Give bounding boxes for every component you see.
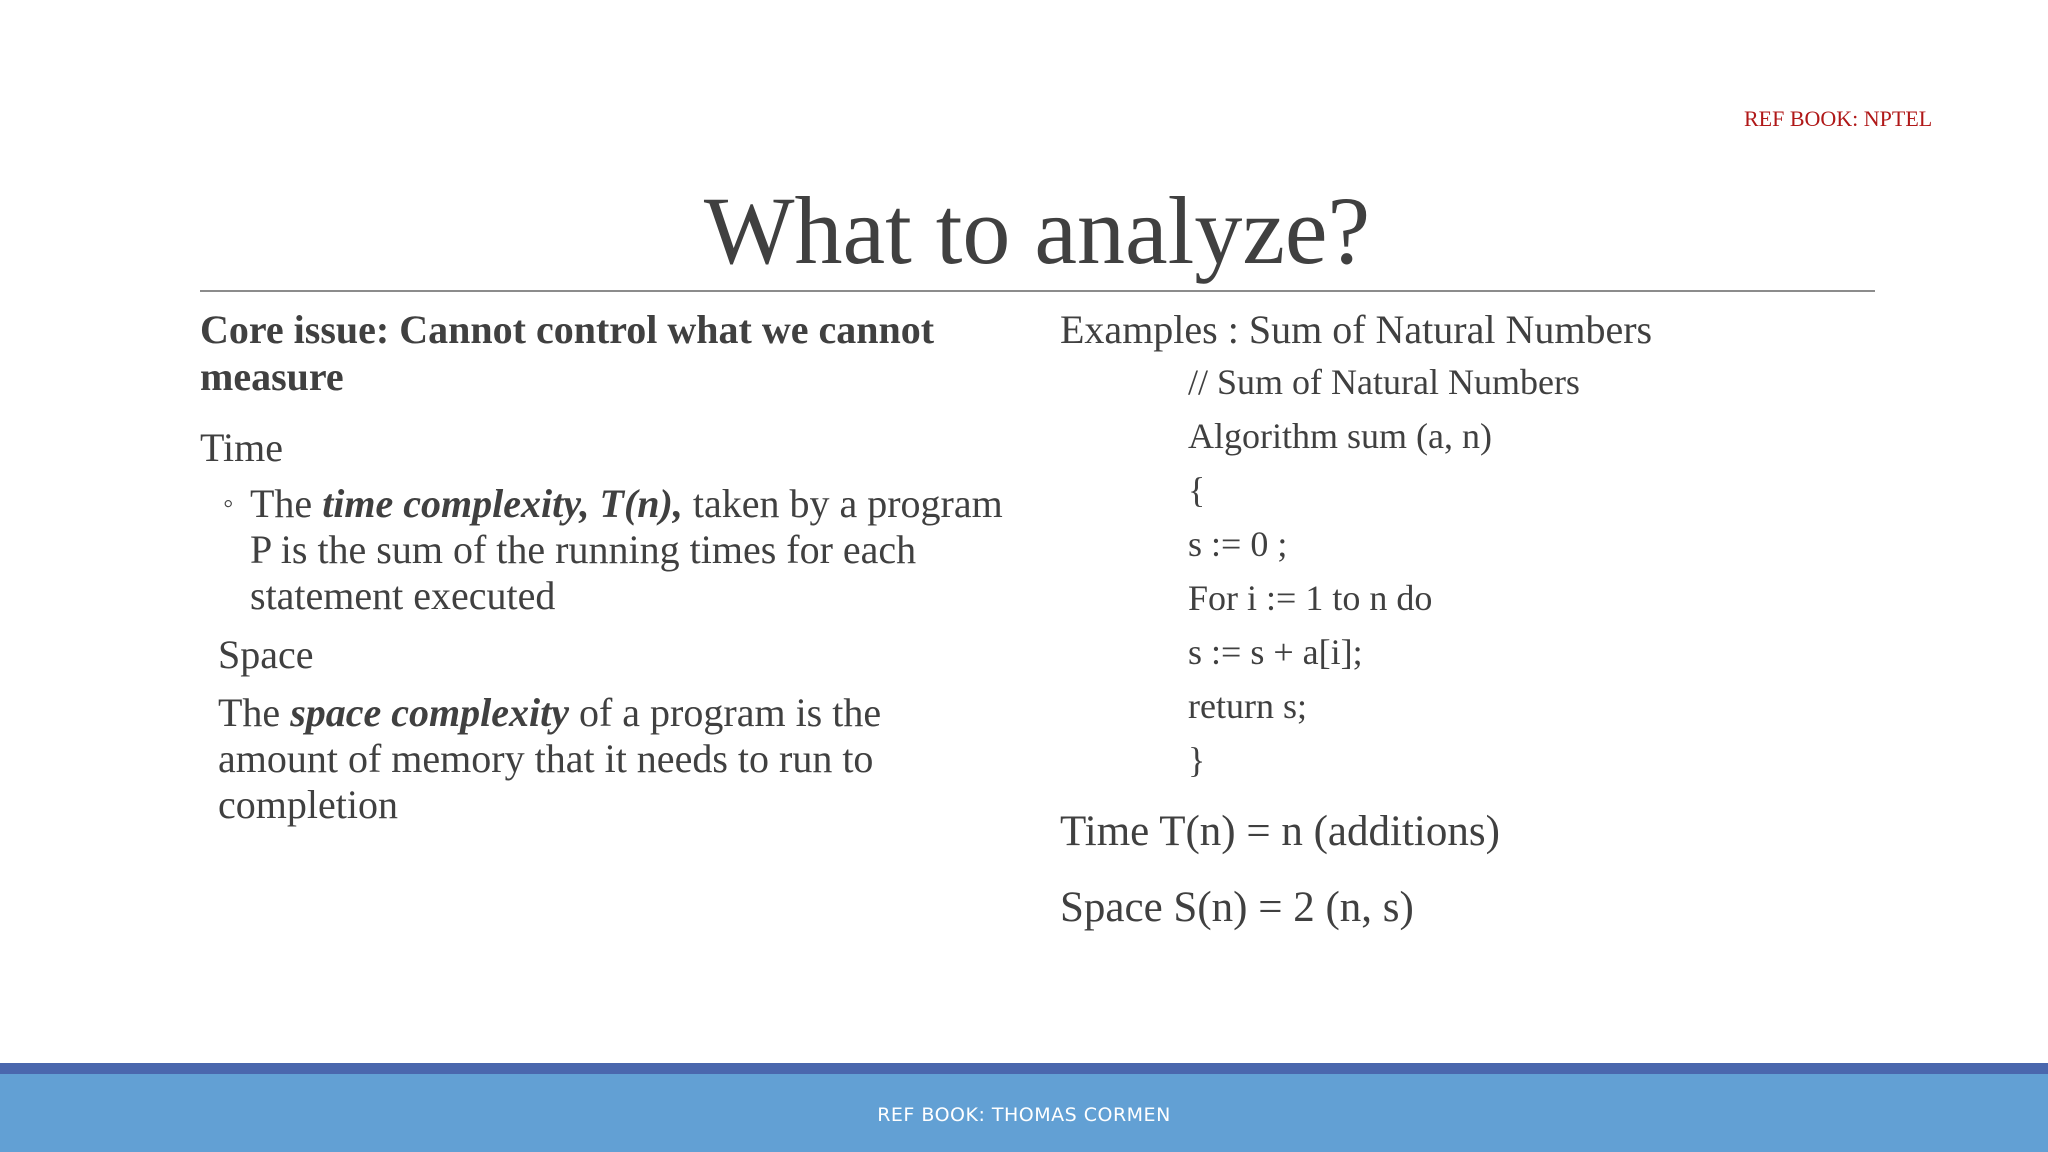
right-column: [1060, 306, 1860, 933]
code-line: For i := 1 to n do: [1188, 578, 1433, 618]
code-line: // Sum of Natural Numbers: [1188, 362, 1580, 402]
code-line: }: [1188, 740, 1206, 780]
space-heading: Space: [218, 632, 314, 677]
space-equation: Space S(n) = 2 (n, s): [1060, 884, 1414, 931]
time-equation: Time T(n) = n (additions): [1060, 808, 1500, 855]
code-line: return s;: [1188, 686, 1307, 726]
time-bullet-suffix: taken by a program P is the sum of the running times for each statement executed: [250, 481, 1003, 618]
left-column: [200, 306, 1010, 828]
examples-heading: Examples : Sum of Natural Numbers: [1060, 307, 1653, 352]
time-bullet-prefix: The: [250, 481, 323, 526]
slide-title: What to analyze?: [703, 177, 1371, 284]
time-complexity-bullet: [200, 481, 1010, 619]
ref-book-top: REF BOOK: NPTEL: [1744, 106, 1933, 131]
title-divider: [200, 290, 1875, 292]
time-heading: Time: [200, 425, 284, 470]
space-text-prefix: The: [218, 690, 291, 735]
bullet-circle-icon: ◦: [223, 487, 234, 520]
code-line: s := s + a[i];: [1188, 632, 1363, 672]
core-issue-text: Core issue: Cannot control what we cannot measure: [200, 307, 935, 399]
code-line: s := 0 ;: [1188, 524, 1288, 564]
code-line: {: [1188, 470, 1206, 510]
algorithm-code-block: [1060, 355, 1860, 787]
space-text-suffix: of a program is the amount of memory that it needs to run to completion: [218, 690, 882, 827]
time-complexity-term: time complexity, T(n),: [322, 481, 683, 526]
code-line: Algorithm sum (a, n): [1188, 416, 1492, 456]
space-complexity-text: [218, 690, 978, 828]
space-complexity-term: space complexity: [290, 690, 569, 735]
footer-accent-line: [0, 1063, 2048, 1074]
footer-ref-book: REF BOOK: THOMAS CORMEN: [877, 1104, 1171, 1126]
